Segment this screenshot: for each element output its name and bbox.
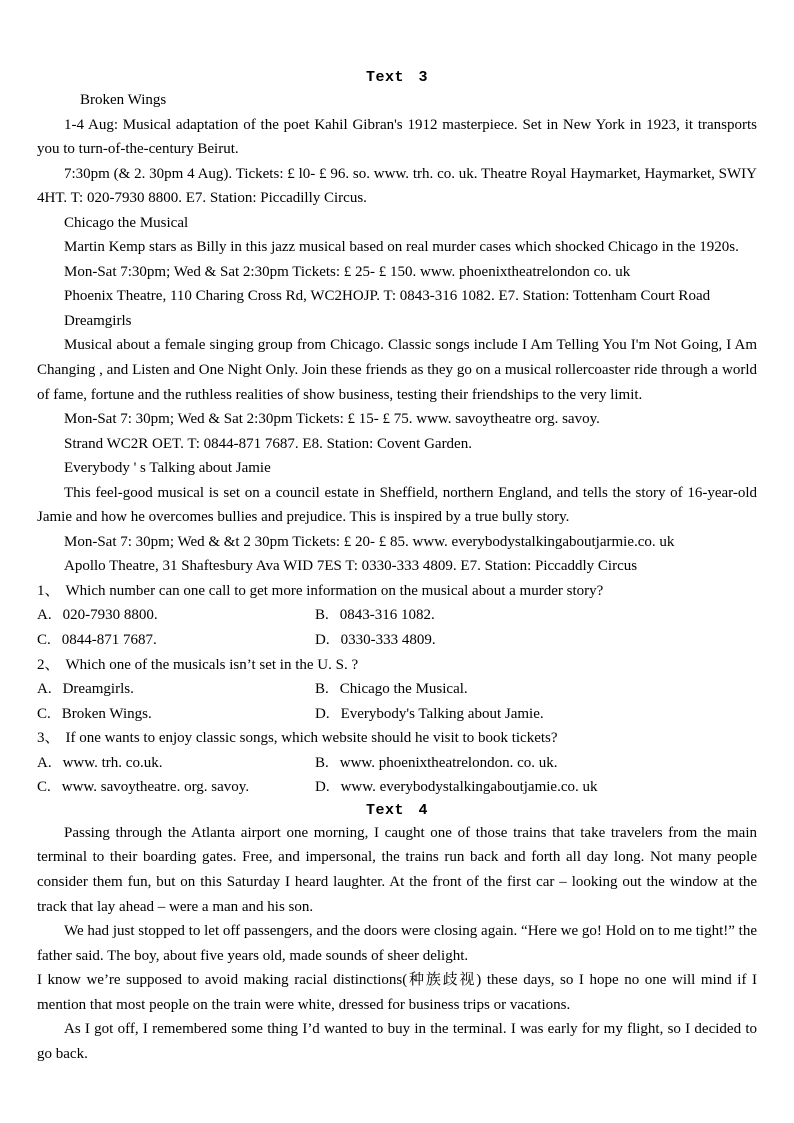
para-father-son: We had just stopped to let off passengers, and the doors were closing again. “Here we go! Hold on to me tight!” the father said. The boy, about five years old, made sounds of sheer delight. [37,923,757,964]
question-3-option-c [37,775,315,800]
para-broken-wings-desc: 1-4 Aug: Musical adaptation of the poet Kahil Gibran's 1912 masterpiece. Set in New York in 1923, it transports you to turn-of-the-century Beirut. [37,116,757,158]
question-3-option-d [315,775,597,800]
question-1-option-b [315,603,435,628]
question-2 [37,653,757,678]
para-jamie-venue: Apollo Theatre, 31 Shaftesbury Ava WID 7ES T: 0330-333 4809. E7. Station: Piccaddly Circus [64,558,638,575]
option-text: 0330-333 4809. [340,632,436,649]
para-dreamgirls-venue: Strand WC2R OET. T: 0844-871 7687. E8. Station: Covent Garden. [64,435,472,452]
option-label: D. [315,705,330,722]
option-text: Everybody's Talking about Jamie. [340,705,544,722]
question-1-option-d [315,628,436,653]
question-1-options-row-1 [37,603,757,628]
option-text: 020-7930 8800. [62,607,158,624]
option-label: A. [37,754,52,771]
question-1-option-c [37,628,315,653]
question-3-number: 3、 [37,730,60,747]
option-label: B. [315,681,329,698]
para-dreamgirls-tickets: Mon-Sat 7: 30pm; Wed & Sat 2:30pm Tickets: £ 15- £ 75. www. savoytheatre org. savoy. [64,411,600,428]
question-2-options-row-1 [37,677,757,702]
text3-heading: Text 3 [365,69,428,86]
option-label: B. [315,607,329,624]
option-label: C. [37,632,51,649]
option-label: B. [315,754,329,771]
question-2-option-d [315,702,544,727]
option-text: 0844-871 7687. [61,632,157,649]
question-2-option-c [37,702,315,727]
text4-heading: Text 4 [365,801,428,819]
option-text: Dreamgirls. [62,681,134,698]
question-1-option-a [37,603,315,628]
para-dreamgirls-title: Dreamgirls [64,312,132,329]
question-3 [37,726,757,751]
option-text: www. savoytheatre. org. savoy. [61,779,250,796]
option-label: D. [315,632,330,649]
para-jamie-title: Everybody ' s Talking about Jamie [64,460,271,477]
para-atlanta-train: Passing through the Atlanta airport one morning, I caught one of those trains that take travelers from the main terminal to their boarding gates. Free, and impersonal, the trains run back and forth all day long. Not many people consider them fun, but on this Saturday I heard laughter. At the front of the first car – looking out the window at the track that lay ahead – were a man and his son. [37,824,757,915]
para-chicago-title: Chicago the Musical [64,214,189,231]
option-label: A. [37,681,52,698]
question-1-options-row-2 [37,628,757,653]
option-label: D. [315,779,330,796]
para-jamie-desc: This feel-good musical is set on a council estate in Sheffield, northern England, and tells the story of 16-year-old Jamie and how he overcomes bullies and prejudice. This is inspired by a true bully story. [37,484,757,526]
para-chicago-desc: Martin Kemp stars as Billy in this jazz musical based on real murder cases which shocked Chicago in the 1920s. [64,239,739,256]
option-text: www. trh. co.uk. [62,754,163,771]
option-label: C. [37,705,51,722]
para-got-off: As I got off, I remembered some thing I’d wanted to buy in the terminal. I was early for my flight, so I decided to go back. [37,1021,757,1062]
para-jamie-tickets: Mon-Sat 7: 30pm; Wed & &t 2 30pm Tickets: £ 20- £ 85. www. everybodystalkingaboutjarmie.co. uk [64,533,675,550]
question-3-text: If one wants to enjoy classic songs, which website should he visit to book tickets? [65,730,558,747]
option-text: www. everybodystalkingaboutjamie.co. uk [340,779,598,796]
question-2-option-b [315,677,468,702]
question-2-number: 2、 [37,656,60,673]
para-broken-wings-title: Broken Wings [80,92,167,108]
para-dreamgirls-desc: Musical about a female singing group from Chicago. Classic songs include I Am Telling You I'm Not Going, I Am Changing , and Listen and One Night Only. Join these friends as they go on a musical rollercoaster ride through a world of fame, fortune and the ruthless realities of show business, testing their friendships to the very limit. [37,337,757,403]
question-1 [37,579,757,604]
question-3-options-row-2 [37,775,757,800]
question-1-text: Which number can one call to get more information on the musical about a murder story? [65,582,604,599]
option-text: Chicago the Musical. [339,681,468,698]
option-label: A. [37,607,52,624]
option-text: www. phoenixtheatrelondon. co. uk. [339,754,558,771]
question-3-option-b [315,751,558,776]
question-3-option-a [37,751,315,776]
para-broken-wings-tickets: 7:30pm (& 2. 30pm 4 Aug). Tickets: £ l0- £ 96. so. www. trh. co. uk. Theatre Royal Haymarket, Haymarket, SWIY 4HT. T: 020-7930 8800. E7. Station: Piccadilly Circus. [37,165,757,207]
question-2-options-row-2 [37,702,757,727]
para-chicago-tickets: Mon-Sat 7:30pm; Wed & Sat 2:30pm Tickets: £ 25- £ 150. www. phoenixtheatrelondon co. uk [64,263,631,280]
para-racial-distinctions: I know we’re supposed to avoid making racial distinctions(种族歧视) these days, so I hope no one will mind if I mention that most people on the train were white, dressed for business trips or vacations. [37,972,757,1013]
option-text: Broken Wings. [61,705,152,722]
question-2-text: Which one of the musicals isn’t set in the U. S. ? [65,656,359,673]
question-3-options-row-1 [37,751,757,776]
option-text: 0843-316 1082. [339,607,435,624]
question-1-number: 1、 [37,582,60,599]
option-label: C. [37,779,51,796]
para-chicago-venue: Phoenix Theatre, 110 Charing Cross Rd, WC2HOJP. T: 0843-316 1082. E7. Station: Tottenham Court Road [64,288,711,305]
question-2-option-a [37,677,315,702]
